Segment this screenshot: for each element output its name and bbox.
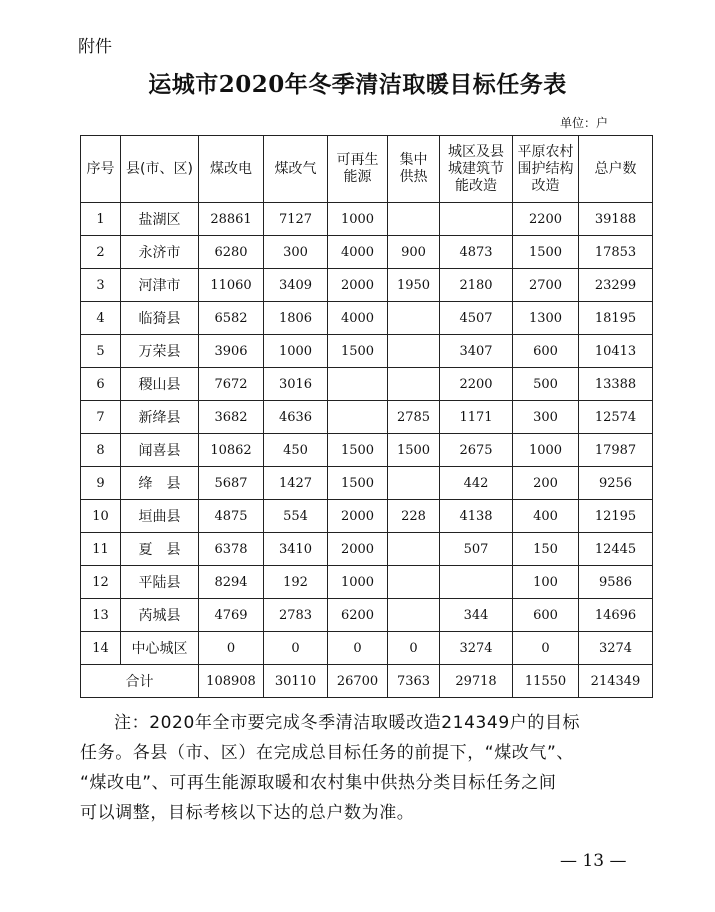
row-index-cell: 14 <box>81 632 121 665</box>
value-cell <box>328 368 388 401</box>
attachment-label: 附件 <box>78 37 112 57</box>
footnote-line: 注：2020年全市要完成冬季清洁取暖改造214349户的目标 <box>114 713 581 733</box>
value-cell: 12195 <box>579 500 653 533</box>
value-cell: 28861 <box>199 203 264 236</box>
value-cell: 150 <box>513 533 579 566</box>
county-cell: 稷山县 <box>121 368 199 401</box>
table-row <box>81 368 653 401</box>
value-cell: 300 <box>264 236 328 269</box>
header-cell: 序号 <box>81 136 121 203</box>
value-cell: 1500 <box>328 335 388 368</box>
value-cell: 0 <box>199 632 264 665</box>
table-row <box>81 335 653 368</box>
table-row <box>81 599 653 632</box>
value-cell: 1500 <box>328 467 388 500</box>
value-cell: 12445 <box>579 533 653 566</box>
value-cell: 3409 <box>264 269 328 302</box>
value-cell: 0 <box>264 632 328 665</box>
value-cell: 10862 <box>199 434 264 467</box>
county-cell: 芮城县 <box>121 599 199 632</box>
total-cell: 29718 <box>440 665 513 698</box>
county-cell: 夏 县 <box>121 533 199 566</box>
value-cell: 1300 <box>513 302 579 335</box>
value-cell: 9586 <box>579 566 653 599</box>
value-cell: 2180 <box>440 269 513 302</box>
value-cell <box>388 599 440 632</box>
value-cell: 100 <box>513 566 579 599</box>
footnote <box>80 708 652 828</box>
value-cell: 3274 <box>440 632 513 665</box>
header-cell: 煤改气 <box>264 136 328 203</box>
value-cell: 3906 <box>199 335 264 368</box>
value-cell: 0 <box>328 632 388 665</box>
unit-label: 单位：户 <box>560 116 609 130</box>
value-cell <box>328 401 388 434</box>
value-cell: 2200 <box>513 203 579 236</box>
value-cell <box>440 203 513 236</box>
value-cell: 4636 <box>264 401 328 434</box>
table-row <box>81 269 653 302</box>
row-index-cell: 3 <box>81 269 121 302</box>
total-cell: 26700 <box>328 665 388 698</box>
table-row <box>81 302 653 335</box>
table-row <box>81 401 653 434</box>
value-cell <box>388 335 440 368</box>
value-cell: 1500 <box>513 236 579 269</box>
county-cell: 垣曲县 <box>121 500 199 533</box>
county-cell: 万荣县 <box>121 335 199 368</box>
value-cell <box>388 533 440 566</box>
total-cell: 214349 <box>579 665 653 698</box>
county-cell: 盐湖区 <box>121 203 199 236</box>
value-cell: 6200 <box>328 599 388 632</box>
header-cell: 煤改电 <box>199 136 264 203</box>
value-cell: 11060 <box>199 269 264 302</box>
value-cell: 9256 <box>579 467 653 500</box>
value-cell: 1806 <box>264 302 328 335</box>
total-cell: 7363 <box>388 665 440 698</box>
page-title: 运城市2020年冬季清洁取暖目标任务表 <box>148 71 567 98</box>
total-row <box>81 665 653 698</box>
value-cell: 200 <box>513 467 579 500</box>
value-cell: 0 <box>513 632 579 665</box>
row-index-cell: 1 <box>81 203 121 236</box>
value-cell: 5687 <box>199 467 264 500</box>
value-cell: 17987 <box>579 434 653 467</box>
value-cell: 2700 <box>513 269 579 302</box>
value-cell: 2200 <box>440 368 513 401</box>
row-index-cell: 7 <box>81 401 121 434</box>
value-cell: 8294 <box>199 566 264 599</box>
row-index-cell: 13 <box>81 599 121 632</box>
row-index-cell: 8 <box>81 434 121 467</box>
county-cell: 河津市 <box>121 269 199 302</box>
value-cell: 2783 <box>264 599 328 632</box>
value-cell: 39188 <box>579 203 653 236</box>
total-cell: 30110 <box>264 665 328 698</box>
value-cell: 3407 <box>440 335 513 368</box>
value-cell: 3410 <box>264 533 328 566</box>
table-row <box>81 500 653 533</box>
value-cell: 1950 <box>388 269 440 302</box>
header-cell: 平原农村围护结构改造 <box>513 136 579 203</box>
value-cell <box>388 203 440 236</box>
value-cell: 4138 <box>440 500 513 533</box>
value-cell: 2000 <box>328 500 388 533</box>
value-cell: 1000 <box>513 434 579 467</box>
value-cell: 600 <box>513 335 579 368</box>
value-cell: 192 <box>264 566 328 599</box>
value-cell: 7127 <box>264 203 328 236</box>
value-cell: 13388 <box>579 368 653 401</box>
value-cell <box>440 566 513 599</box>
header-cell: 可再生能源 <box>328 136 388 203</box>
value-cell: 14696 <box>579 599 653 632</box>
value-cell: 228 <box>388 500 440 533</box>
row-index-cell: 5 <box>81 335 121 368</box>
value-cell: 554 <box>264 500 328 533</box>
value-cell: 17853 <box>579 236 653 269</box>
county-cell: 新绛县 <box>121 401 199 434</box>
row-index-cell: 2 <box>81 236 121 269</box>
row-index-cell: 10 <box>81 500 121 533</box>
county-cell: 闻喜县 <box>121 434 199 467</box>
value-cell: 3682 <box>199 401 264 434</box>
value-cell: 500 <box>513 368 579 401</box>
value-cell: 4875 <box>199 500 264 533</box>
value-cell: 442 <box>440 467 513 500</box>
table-row <box>81 434 653 467</box>
header-cell: 集中供热 <box>388 136 440 203</box>
value-cell: 3016 <box>264 368 328 401</box>
footnote-line: “煤改电”、可再生能源取暖和农村集中供热分类目标任务之间 <box>80 773 557 793</box>
value-cell: 1427 <box>264 467 328 500</box>
value-cell: 1500 <box>388 434 440 467</box>
total-cell: 108908 <box>199 665 264 698</box>
table-row <box>81 203 653 236</box>
county-cell: 平陆县 <box>121 566 199 599</box>
table-header-row <box>81 136 653 203</box>
value-cell: 4000 <box>328 302 388 335</box>
value-cell: 7672 <box>199 368 264 401</box>
value-cell: 400 <box>513 500 579 533</box>
value-cell: 1000 <box>328 566 388 599</box>
value-cell: 507 <box>440 533 513 566</box>
value-cell: 344 <box>440 599 513 632</box>
footnote-line: 可以调整，目标考核以下达的总户数为准。 <box>80 803 415 823</box>
value-cell: 2000 <box>328 269 388 302</box>
table-row <box>81 467 653 500</box>
county-cell: 中心城区 <box>121 632 199 665</box>
value-cell: 600 <box>513 599 579 632</box>
value-cell: 10413 <box>579 335 653 368</box>
county-cell: 临猗县 <box>121 302 199 335</box>
county-cell: 永济市 <box>121 236 199 269</box>
value-cell: 2785 <box>388 401 440 434</box>
value-cell <box>388 467 440 500</box>
header-cell: 总户数 <box>579 136 653 203</box>
value-cell: 12574 <box>579 401 653 434</box>
value-cell: 0 <box>388 632 440 665</box>
page-number: — 13 — <box>560 851 627 871</box>
value-cell: 23299 <box>579 269 653 302</box>
row-index-cell: 12 <box>81 566 121 599</box>
county-cell: 绛 县 <box>121 467 199 500</box>
total-cell: 11550 <box>513 665 579 698</box>
value-cell: 4873 <box>440 236 513 269</box>
value-cell: 900 <box>388 236 440 269</box>
table-row <box>81 533 653 566</box>
value-cell: 450 <box>264 434 328 467</box>
value-cell <box>388 566 440 599</box>
header-cell: 城区及县城建筑节能改造 <box>440 136 513 203</box>
table-row <box>81 632 653 665</box>
value-cell: 4000 <box>328 236 388 269</box>
header-cell: 县(市、区) <box>121 136 199 203</box>
row-index-cell: 6 <box>81 368 121 401</box>
value-cell: 18195 <box>579 302 653 335</box>
value-cell <box>388 368 440 401</box>
row-index-cell: 4 <box>81 302 121 335</box>
value-cell: 6378 <box>199 533 264 566</box>
value-cell: 2000 <box>328 533 388 566</box>
value-cell: 4507 <box>440 302 513 335</box>
value-cell: 1171 <box>440 401 513 434</box>
target-task-table <box>80 135 653 698</box>
value-cell: 6280 <box>199 236 264 269</box>
table-row <box>81 566 653 599</box>
value-cell: 1000 <box>328 203 388 236</box>
value-cell: 1000 <box>264 335 328 368</box>
row-index-cell: 11 <box>81 533 121 566</box>
total-label: 合计 <box>81 665 199 698</box>
value-cell: 2675 <box>440 434 513 467</box>
value-cell <box>388 302 440 335</box>
value-cell: 300 <box>513 401 579 434</box>
table-row <box>81 236 653 269</box>
row-index-cell: 9 <box>81 467 121 500</box>
value-cell: 4769 <box>199 599 264 632</box>
footnote-line: 任务。各县（市、区）在完成总目标任务的前提下，“煤改气”、 <box>80 743 575 763</box>
value-cell: 3274 <box>579 632 653 665</box>
value-cell: 1500 <box>328 434 388 467</box>
value-cell: 6582 <box>199 302 264 335</box>
